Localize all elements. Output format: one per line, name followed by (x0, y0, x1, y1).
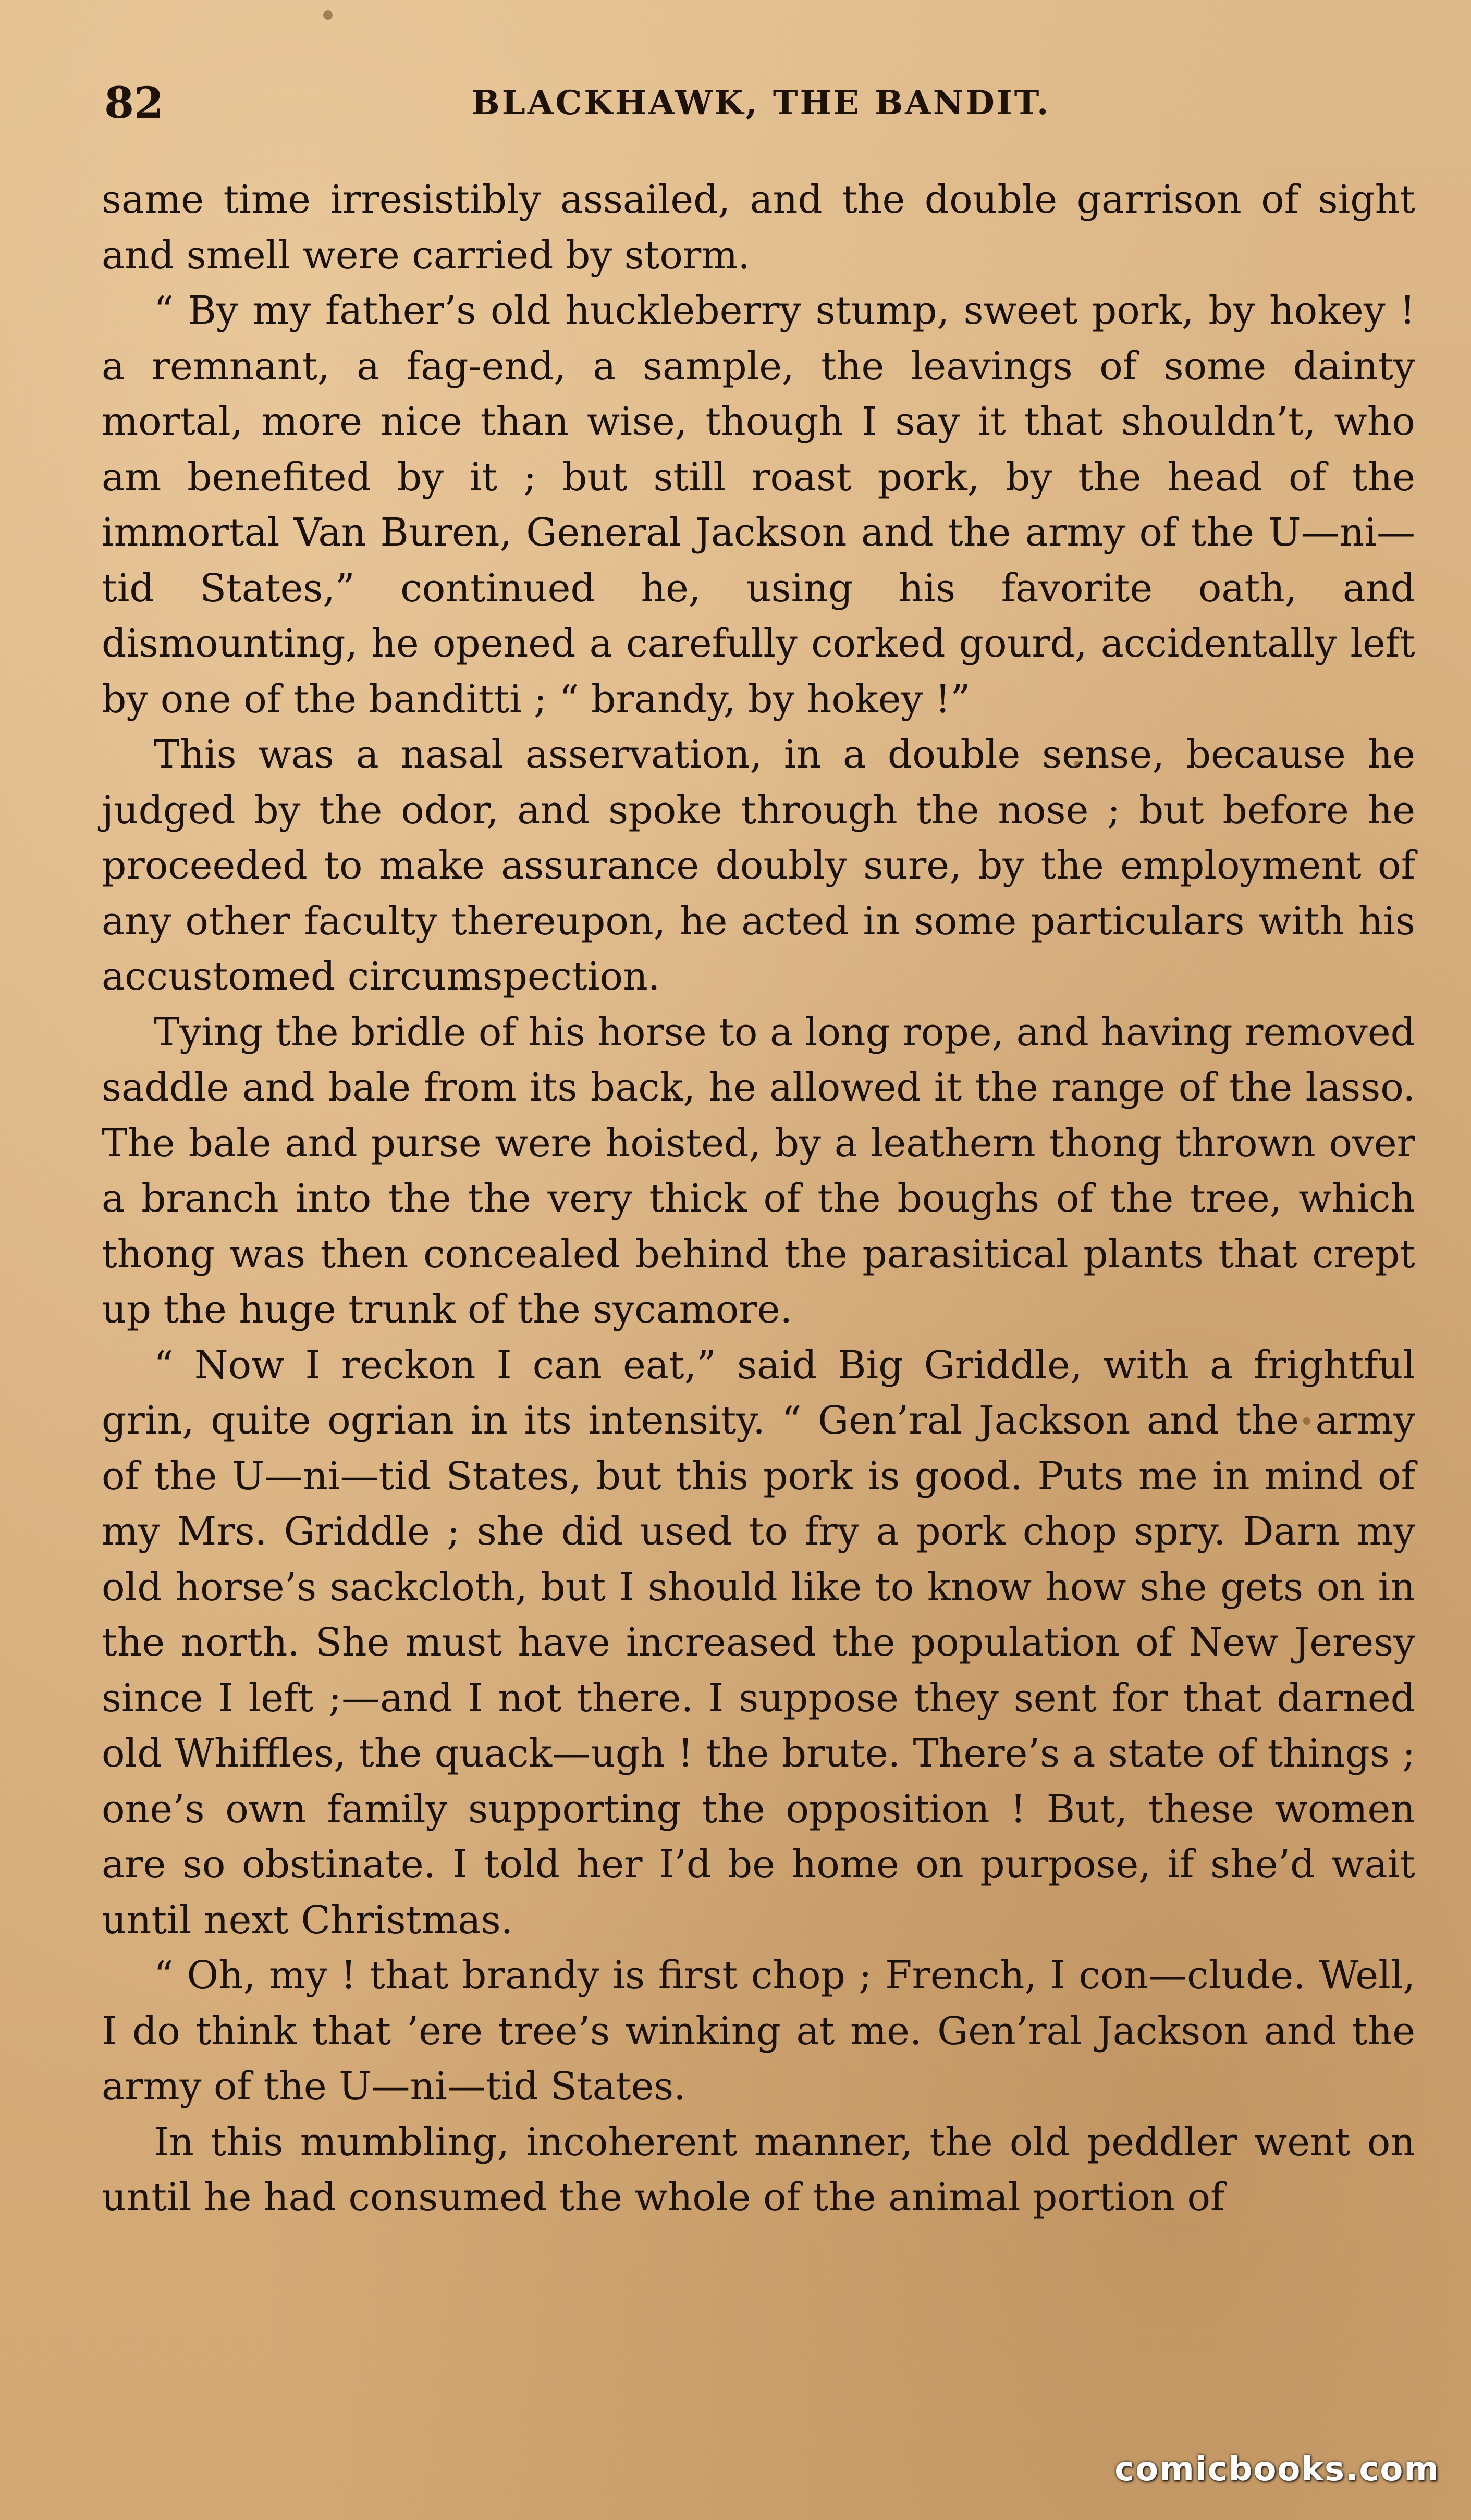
paragraph: In this mumbling, incoherent manner, the old peddler went on until he had consumed the whole of the animal portion of (102, 2119, 1415, 2220)
body-text (102, 172, 1415, 2226)
paragraph: same time irresistibly assailed, and the double garrison of sight and smell were carried by storm. (102, 177, 1415, 278)
site-watermark: comicbooks.com (1114, 2450, 1440, 2489)
paragraph: This was a nasal asservation, in a double sense, because he judged by the odor, and spoke through the nose ; but before he proceeded to make assurance doubly sure, by the employment of any other faculty thereupon, he acted in some particulars with his accustomed circumspection. (102, 732, 1415, 999)
paragraph: “ By my father’s old huckleberry stump, sweet pork, by hokey ! a remnant, a fag-end, a sample, the leavings of some dainty mortal, more nice than wise, though I say it that shouldn’t, who am benefited by it ; but still roast pork, by the head of the immortal Van Buren, General Jackson and the army of the U—ni—tid States,” continued he, using his favorite oath, and dismounting, he opened a carefully corked gourd, accidentally left by one of the banditti ; “ brandy, by hokey !” (102, 288, 1415, 722)
page-header (104, 78, 1418, 135)
running-title: BLACKHAWK, THE BANDIT. (471, 83, 1051, 122)
paragraph: “ Oh, my ! that brandy is first chop ; French, I con—clude. Well, I do think that ’ere tree’s winking at me. Gen’ral Jackson and the army of the U—ni—tid States. (102, 1953, 1415, 2109)
paper-stain (323, 10, 333, 20)
paragraph: “ Now I reckon I can eat,” said Big Griddle, with a frightful grin, quite ogrian in its intensity. “ Gen’ral Jackson and the army of the U—ni—tid States, but this pork is good. Puts me in mind of my Mrs. Griddle ; she did used to fry a pork chop spry. Darn my old horse’s sackcloth, but I should like to know how she gets on in the north. She must have increased the population of New Jeresy since I left ;—and I not there. I suppose they sent for that darned old Whiffles, the quack—ugh ! the brute. There’s a state of things ; one’s own family supporting the opposition ! But, these women are so obstinate. I told her I’d be home on purpose, if she’d wait until next Christmas. (102, 1342, 1415, 1943)
page-number: 82 (104, 78, 164, 128)
paragraph: Tying the bridle of his horse to a long rope, and having removed saddle and bale from its back, he allowed it the range of the lasso. The bale and purse were hoisted, by a leathern thong thrown over a branch into the the very thick of the boughs of the tree, which thong was then concealed behind the parasitical plants that crept up the huge trunk of the sycamore. (102, 1009, 1415, 1332)
